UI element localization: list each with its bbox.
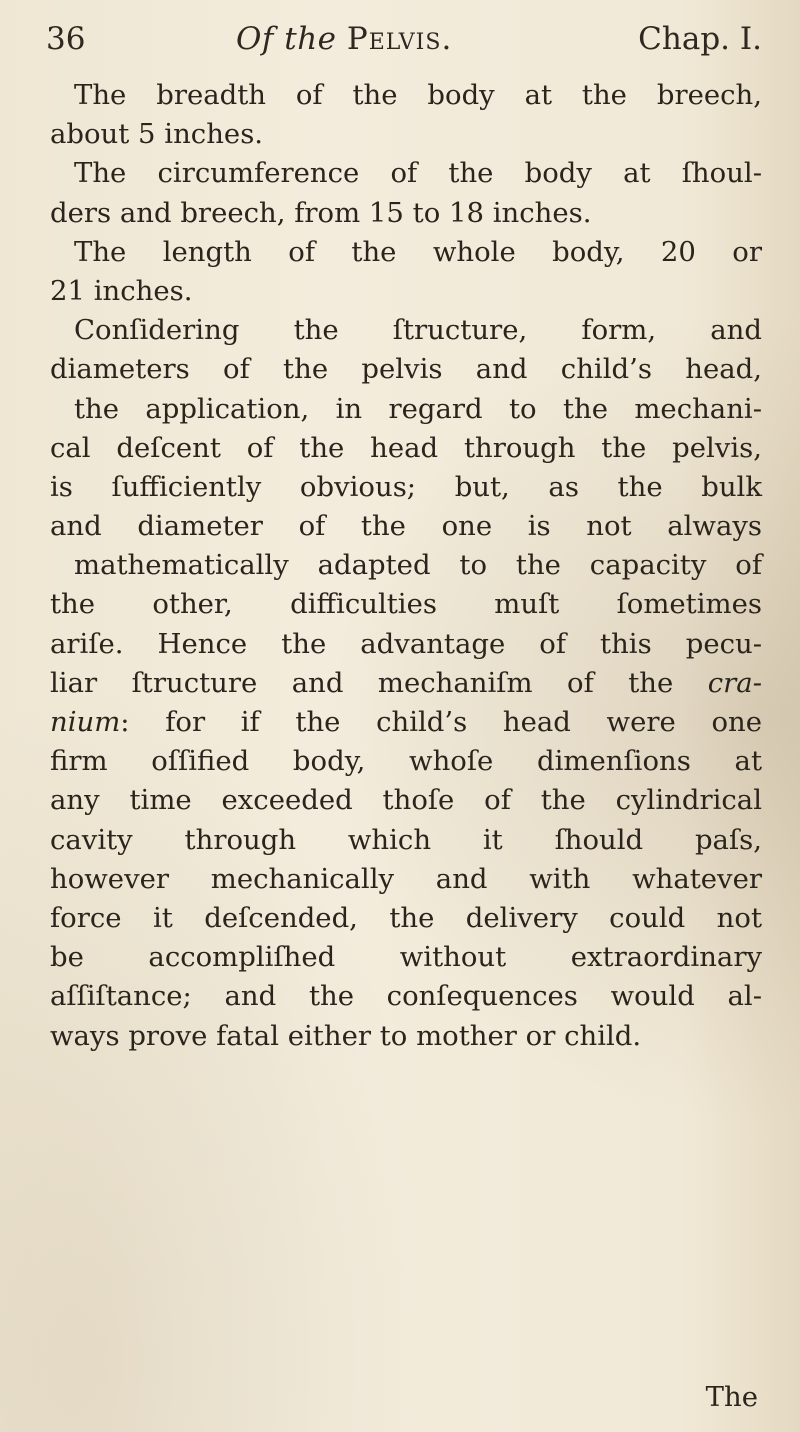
text-line: cal deſcent of the head through the pelvis, bbox=[50, 431, 762, 464]
text-line: the other, difficulties muſt ſometimes bbox=[50, 588, 762, 621]
text-line-with-italic bbox=[50, 703, 762, 742]
text-line: mathematically adapted to the capacity of bbox=[74, 549, 762, 582]
text-line: is ſufficiently obvious; but, as the bulk bbox=[50, 470, 762, 503]
text-line: The circumference of the body at ſhoul- bbox=[74, 157, 762, 190]
text-line: Conſidering the ſtructure, form, and bbox=[74, 314, 762, 347]
italic-word: nium bbox=[50, 706, 121, 738]
text-line: ariſe. Hence the advantage of this pecu- bbox=[50, 627, 762, 660]
text-line-main: : for if the child’s head were one bbox=[120, 706, 762, 738]
text-line: ders and breech, from 15 to 18 inches. bbox=[50, 196, 592, 229]
text-line: force it deſcended, the delivery could not bbox=[50, 901, 762, 934]
text-line: aſſiſtance; and the conſequences would al- bbox=[50, 980, 762, 1013]
running-header bbox=[46, 14, 770, 64]
chapter-label: Chap. I. bbox=[638, 21, 762, 57]
text-line: The breadth of the body at the breech, bbox=[74, 79, 762, 111]
running-title bbox=[236, 14, 452, 64]
running-title-caps: Pelvis. bbox=[346, 21, 453, 57]
text-line: and diameter of the one is not always bbox=[50, 510, 762, 543]
body-text bbox=[50, 76, 762, 1056]
text-line: ways prove fatal either to mother or child. bbox=[50, 1019, 642, 1052]
text-line: about 5 inches. bbox=[50, 118, 264, 151]
text-line-main: liar ſtructure and mechaniſm of the bbox=[50, 666, 674, 699]
text-line: firm oſſified body, whoſe dimenſions at bbox=[50, 745, 762, 778]
text-line: 21 inches. bbox=[50, 274, 193, 307]
text-line: the application, in regard to the mechani- bbox=[74, 392, 762, 425]
text-line: any time exceeded thoſe of the cylindrical bbox=[50, 784, 762, 817]
text-line: diameters of the pelvis and child’s head, bbox=[50, 353, 762, 386]
page-number: 36 bbox=[46, 21, 86, 57]
running-title-italic: Of the bbox=[236, 21, 337, 57]
text-line: be accompliſhed without extraordinary bbox=[50, 941, 762, 974]
italic-word: cra- bbox=[707, 666, 762, 699]
catchword: The bbox=[705, 1381, 758, 1413]
text-line: cavity through which it ſhould paſs, bbox=[50, 823, 762, 856]
text-line: however mechanically and with whatever bbox=[50, 862, 762, 895]
text-line-with-italic bbox=[50, 664, 762, 703]
text-line: The length of the whole body, 20 or bbox=[74, 235, 762, 268]
